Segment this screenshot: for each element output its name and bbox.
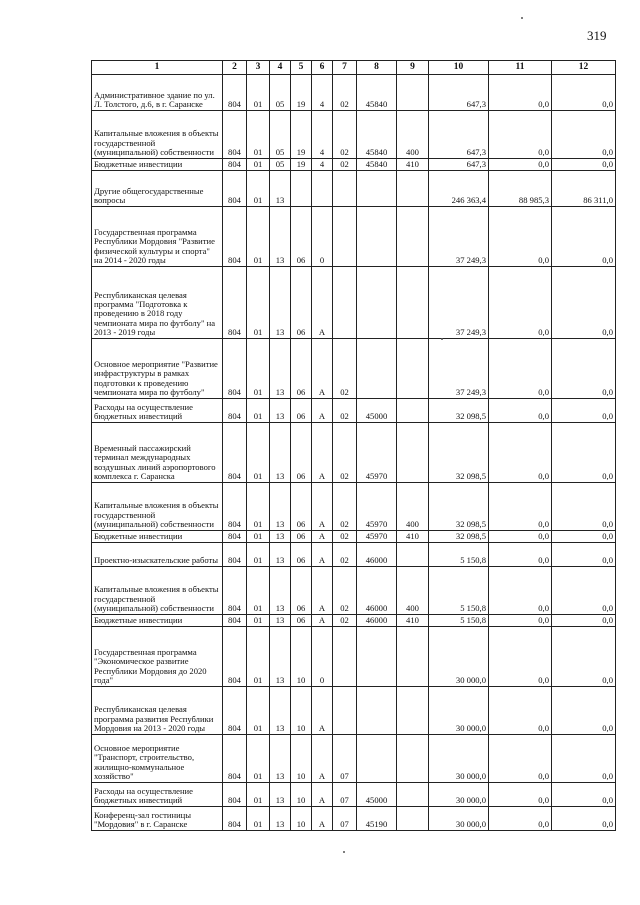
- code-cell-col2: 804: [223, 627, 247, 687]
- amount-cell-col11: 0,0: [489, 567, 552, 615]
- amount-cell-col12: 0,0: [552, 75, 616, 111]
- amount-cell-col10: 5 150,8: [429, 615, 489, 627]
- code-cell-col9: 410: [397, 159, 429, 171]
- table-row: [92, 75, 616, 111]
- amount-cell-col12: 0,0: [552, 423, 616, 483]
- code-cell-col2: 804: [223, 531, 247, 543]
- row-name-cell: Капитальные вложения в объекты государственной (муниципальной) собственности: [92, 483, 223, 531]
- code-cell-col4: 13: [270, 531, 291, 543]
- column-header-12: 12: [552, 61, 616, 75]
- code-cell-col4: 13: [270, 423, 291, 483]
- table-row: [92, 531, 616, 543]
- amount-cell-col11: 0,0: [489, 75, 552, 111]
- code-cell-col9: [397, 399, 429, 423]
- row-name-cell: Бюджетные инвестиции: [92, 615, 223, 627]
- code-cell-col8: 45840: [357, 75, 397, 111]
- code-cell-col3: 01: [247, 171, 270, 207]
- amount-cell-col11: 0,0: [489, 615, 552, 627]
- code-cell-col2: 804: [223, 399, 247, 423]
- code-cell-col7: 02: [333, 615, 357, 627]
- code-cell-col4: 05: [270, 75, 291, 111]
- code-cell-col8: 45190: [357, 807, 397, 831]
- code-cell-col7: [333, 171, 357, 207]
- amount-cell-col10: 30 000,0: [429, 687, 489, 735]
- amount-cell-col11: 0,0: [489, 111, 552, 159]
- row-name-cell: Республиканская целевая программа развития Республики Мордовия на 2013 - 2020 годы: [92, 687, 223, 735]
- row-name-cell: Конференц-зал гостиницы "Мордовия" в г. Саранске: [92, 807, 223, 831]
- code-cell-col8: [357, 687, 397, 735]
- row-name-cell: Бюджетные инвестиции: [92, 531, 223, 543]
- code-cell-col3: 01: [247, 75, 270, 111]
- amount-cell-col12: 0,0: [552, 567, 616, 615]
- code-cell-col6: 4: [312, 159, 333, 171]
- amount-cell-col11: 0,0: [489, 423, 552, 483]
- code-cell-col8: 45000: [357, 399, 397, 423]
- code-cell-col9: 400: [397, 111, 429, 159]
- code-cell-col3: 01: [247, 687, 270, 735]
- code-cell-col9: [397, 339, 429, 399]
- code-cell-col3: 01: [247, 207, 270, 267]
- column-header-10: 10: [429, 61, 489, 75]
- amount-cell-col12: 0,0: [552, 627, 616, 687]
- code-cell-col6: 0: [312, 627, 333, 687]
- code-cell-col7: 02: [333, 543, 357, 567]
- code-cell-col5: 10: [291, 627, 312, 687]
- amount-cell-col11: 0,0: [489, 339, 552, 399]
- code-cell-col2: 804: [223, 423, 247, 483]
- amount-cell-col10: 32 098,5: [429, 483, 489, 531]
- code-cell-col6: А: [312, 687, 333, 735]
- code-cell-col8: 46000: [357, 567, 397, 615]
- code-cell-col7: 07: [333, 807, 357, 831]
- amount-cell-col10: 5 150,8: [429, 543, 489, 567]
- code-cell-col4: 13: [270, 627, 291, 687]
- amount-cell-col12: 0,0: [552, 543, 616, 567]
- table-row: [92, 159, 616, 171]
- amount-cell-col10: 647,3: [429, 159, 489, 171]
- code-cell-col8: 45840: [357, 111, 397, 159]
- table-row: [92, 783, 616, 807]
- code-cell-col3: 01: [247, 543, 270, 567]
- amount-cell-col10: 32 098,5: [429, 531, 489, 543]
- code-cell-col3: 01: [247, 531, 270, 543]
- code-cell-col3: 01: [247, 423, 270, 483]
- amount-cell-col11: 0,0: [489, 783, 552, 807]
- code-cell-col5: 06: [291, 543, 312, 567]
- code-cell-col8: 45970: [357, 531, 397, 543]
- code-cell-col6: 4: [312, 111, 333, 159]
- code-cell-col4: 13: [270, 171, 291, 207]
- amount-cell-col11: 0,0: [489, 159, 552, 171]
- code-cell-col6: А: [312, 807, 333, 831]
- amount-cell-col10: 647,3: [429, 111, 489, 159]
- code-cell-col8: 45970: [357, 483, 397, 531]
- code-cell-col4: 13: [270, 615, 291, 627]
- column-header-2: 2: [223, 61, 247, 75]
- code-cell-col2: 804: [223, 267, 247, 339]
- code-cell-col7: 02: [333, 75, 357, 111]
- amount-cell-col11: 0,0: [489, 687, 552, 735]
- code-cell-col7: 07: [333, 783, 357, 807]
- table-row: [92, 543, 616, 567]
- code-cell-col4: 13: [270, 339, 291, 399]
- code-cell-col5: [291, 171, 312, 207]
- code-cell-col2: 804: [223, 615, 247, 627]
- code-cell-col3: 01: [247, 111, 270, 159]
- amount-cell-col10: 37 249,3: [429, 207, 489, 267]
- row-name-cell: Временный пассажирский терминал международных воздушных линий аэропортового комплекса г. Саранска: [92, 423, 223, 483]
- code-cell-col9: [397, 543, 429, 567]
- code-cell-col6: А: [312, 531, 333, 543]
- code-cell-col4: 13: [270, 807, 291, 831]
- code-cell-col5: 06: [291, 399, 312, 423]
- code-cell-col5: 06: [291, 339, 312, 399]
- code-cell-col6: А: [312, 543, 333, 567]
- amount-cell-col10: 647,3: [429, 75, 489, 111]
- amount-cell-col12: 0,0: [552, 339, 616, 399]
- column-header-3: 3: [247, 61, 270, 75]
- code-cell-col8: 45000: [357, 783, 397, 807]
- code-cell-col2: 804: [223, 159, 247, 171]
- code-cell-col2: 804: [223, 483, 247, 531]
- code-cell-col9: 400: [397, 567, 429, 615]
- code-cell-col3: 01: [247, 267, 270, 339]
- row-name-cell: Республиканская целевая программа "Подготовка к проведению в 2018 году чемпионата мира по футболу" на 2013 - 2019 годы: [92, 267, 223, 339]
- column-header-6: 6: [312, 61, 333, 75]
- amount-cell-col11: 88 985,3: [489, 171, 552, 207]
- code-cell-col6: [312, 171, 333, 207]
- scan-speck: [343, 851, 345, 853]
- column-header-1: 1: [92, 61, 223, 75]
- code-cell-col7: 02: [333, 159, 357, 171]
- table-row: [92, 807, 616, 831]
- code-cell-col7: [333, 627, 357, 687]
- code-cell-col9: [397, 423, 429, 483]
- amount-cell-col12: 0,0: [552, 531, 616, 543]
- code-cell-col4: 13: [270, 399, 291, 423]
- code-cell-col4: 13: [270, 783, 291, 807]
- row-name-cell: Государственная программа "Экономическое развитие Республики Мордовия до 2020 года": [92, 627, 223, 687]
- code-cell-col7: 02: [333, 423, 357, 483]
- code-cell-col7: 02: [333, 483, 357, 531]
- column-header-8: 8: [357, 61, 397, 75]
- row-name-cell: Основное мероприятие "Транспорт, строительство, жилищно-коммунальное хозяйство": [92, 735, 223, 783]
- row-name-cell: Государственная программа Республики Мордовия "Развитие физической культуры и спорта" на 2014 - 2020 годы: [92, 207, 223, 267]
- code-cell-col4: 13: [270, 543, 291, 567]
- code-cell-col9: [397, 627, 429, 687]
- code-cell-col8: [357, 627, 397, 687]
- code-cell-col6: А: [312, 339, 333, 399]
- code-cell-col3: 01: [247, 159, 270, 171]
- code-cell-col2: 804: [223, 543, 247, 567]
- column-header-7: 7: [333, 61, 357, 75]
- code-cell-col2: 804: [223, 735, 247, 783]
- column-header-4: 4: [270, 61, 291, 75]
- amount-cell-col10: 37 249,3: [429, 339, 489, 399]
- table-row: [92, 735, 616, 783]
- table-row: [92, 483, 616, 531]
- row-name-cell: Капитальные вложения в объекты государственной (муниципальной) собственности: [92, 111, 223, 159]
- code-cell-col2: 804: [223, 807, 247, 831]
- code-cell-col3: 01: [247, 807, 270, 831]
- code-cell-col9: [397, 75, 429, 111]
- code-cell-col4: 13: [270, 687, 291, 735]
- code-cell-col7: 02: [333, 567, 357, 615]
- code-cell-col6: 4: [312, 75, 333, 111]
- amount-cell-col11: 0,0: [489, 399, 552, 423]
- code-cell-col5: 10: [291, 687, 312, 735]
- code-cell-col2: 804: [223, 171, 247, 207]
- code-cell-col3: 01: [247, 483, 270, 531]
- code-cell-col6: А: [312, 399, 333, 423]
- amount-cell-col12: 0,0: [552, 615, 616, 627]
- amount-cell-col11: 0,0: [489, 543, 552, 567]
- code-cell-col5: 19: [291, 75, 312, 111]
- amount-cell-col12: 0,0: [552, 399, 616, 423]
- code-cell-col9: [397, 171, 429, 207]
- table-row: [92, 627, 616, 687]
- row-name-cell: Капитальные вложения в объекты государственной (муниципальной) собственности: [92, 567, 223, 615]
- code-cell-col8: 46000: [357, 615, 397, 627]
- table-row: [92, 615, 616, 627]
- column-header-5: 5: [291, 61, 312, 75]
- code-cell-col2: 804: [223, 207, 247, 267]
- code-cell-col2: 804: [223, 339, 247, 399]
- table-row: [92, 399, 616, 423]
- code-cell-col8: [357, 735, 397, 783]
- code-cell-col4: 13: [270, 267, 291, 339]
- code-cell-col5: 06: [291, 207, 312, 267]
- amount-cell-col11: 0,0: [489, 207, 552, 267]
- code-cell-col5: 06: [291, 531, 312, 543]
- code-cell-col6: А: [312, 735, 333, 783]
- code-cell-col7: [333, 207, 357, 267]
- code-cell-col6: А: [312, 783, 333, 807]
- row-name-cell: Другие общегосударственные вопросы: [92, 171, 223, 207]
- amount-cell-col12: 0,0: [552, 783, 616, 807]
- code-cell-col3: 01: [247, 735, 270, 783]
- table-row: [92, 339, 616, 399]
- amount-cell-col12: 0,0: [552, 207, 616, 267]
- code-cell-col7: 02: [333, 111, 357, 159]
- code-cell-col8: [357, 207, 397, 267]
- code-cell-col2: 804: [223, 75, 247, 111]
- column-header-9: 9: [397, 61, 429, 75]
- code-cell-col5: 10: [291, 783, 312, 807]
- amount-cell-col10: 30 000,0: [429, 783, 489, 807]
- code-cell-col6: А: [312, 423, 333, 483]
- code-cell-col3: 01: [247, 615, 270, 627]
- code-cell-col7: 02: [333, 531, 357, 543]
- code-cell-col8: 46000: [357, 543, 397, 567]
- row-name-cell: Проектно-изыскательские работы: [92, 543, 223, 567]
- row-name-cell: Бюджетные инвестиции: [92, 159, 223, 171]
- code-cell-col7: 07: [333, 735, 357, 783]
- code-cell-col8: [357, 171, 397, 207]
- code-cell-col8: 45840: [357, 159, 397, 171]
- amount-cell-col10: 30 000,0: [429, 627, 489, 687]
- code-cell-col5: 10: [291, 807, 312, 831]
- code-cell-col5: 06: [291, 567, 312, 615]
- amount-cell-col11: 0,0: [489, 735, 552, 783]
- page-number: 319: [587, 28, 607, 43]
- table-row: [92, 207, 616, 267]
- code-cell-col9: [397, 687, 429, 735]
- code-cell-col5: 19: [291, 159, 312, 171]
- code-cell-col5: 06: [291, 267, 312, 339]
- code-cell-col9: [397, 267, 429, 339]
- amount-cell-col10: 5 150,8: [429, 567, 489, 615]
- amount-cell-col12: 0,0: [552, 267, 616, 339]
- amount-cell-col10: 32 098,5: [429, 423, 489, 483]
- scan-speck: [521, 17, 523, 19]
- code-cell-col2: 804: [223, 567, 247, 615]
- table-row: [92, 171, 616, 207]
- code-cell-col4: 05: [270, 159, 291, 171]
- row-name-cell: Расходы на осуществление бюджетных инвестиций: [92, 783, 223, 807]
- code-cell-col7: 02: [333, 399, 357, 423]
- amount-cell-col12: 86 311,0: [552, 171, 616, 207]
- amount-cell-col12: 0,0: [552, 735, 616, 783]
- code-cell-col6: А: [312, 483, 333, 531]
- code-cell-col8: [357, 267, 397, 339]
- code-cell-col3: 01: [247, 627, 270, 687]
- amount-cell-col10: 30 000,0: [429, 807, 489, 831]
- code-cell-col2: 804: [223, 687, 247, 735]
- scan-speck: [441, 338, 443, 340]
- code-cell-col4: 05: [270, 111, 291, 159]
- code-cell-col9: [397, 207, 429, 267]
- code-cell-col6: А: [312, 567, 333, 615]
- code-cell-col9: 400: [397, 483, 429, 531]
- code-cell-col3: 01: [247, 339, 270, 399]
- table-row: [92, 687, 616, 735]
- table-row: [92, 111, 616, 159]
- code-cell-col9: [397, 783, 429, 807]
- amount-cell-col10: 30 000,0: [429, 735, 489, 783]
- code-cell-col7: [333, 687, 357, 735]
- amount-cell-col11: 0,0: [489, 483, 552, 531]
- table-header-row: [92, 61, 616, 75]
- code-cell-col5: 06: [291, 423, 312, 483]
- code-cell-col9: 410: [397, 615, 429, 627]
- row-name-cell: Расходы на осуществление бюджетных инвестиций: [92, 399, 223, 423]
- code-cell-col9: 410: [397, 531, 429, 543]
- budget-table: [91, 60, 616, 831]
- code-cell-col3: 01: [247, 783, 270, 807]
- table-row: [92, 267, 616, 339]
- code-cell-col5: 10: [291, 735, 312, 783]
- row-name-cell: Основное мероприятие "Развитие инфраструктуры в рамках подготовки к проведению чемпионата мира по футболу": [92, 339, 223, 399]
- table-row: [92, 567, 616, 615]
- row-name-cell: Административное здание по ул. Л. Толстого, д.6, в г. Саранске: [92, 75, 223, 111]
- code-cell-col9: [397, 735, 429, 783]
- amount-cell-col11: 0,0: [489, 627, 552, 687]
- code-cell-col8: 45970: [357, 423, 397, 483]
- code-cell-col5: 19: [291, 111, 312, 159]
- code-cell-col3: 01: [247, 567, 270, 615]
- table-row: [92, 423, 616, 483]
- code-cell-col4: 13: [270, 567, 291, 615]
- amount-cell-col12: 0,0: [552, 483, 616, 531]
- amount-cell-col10: 32 098,5: [429, 399, 489, 423]
- code-cell-col5: 06: [291, 483, 312, 531]
- code-cell-col4: 13: [270, 735, 291, 783]
- code-cell-col2: 804: [223, 783, 247, 807]
- amount-cell-col12: 0,0: [552, 159, 616, 171]
- amount-cell-col12: 0,0: [552, 687, 616, 735]
- code-cell-col6: 0: [312, 207, 333, 267]
- column-header-11: 11: [489, 61, 552, 75]
- code-cell-col3: 01: [247, 399, 270, 423]
- code-cell-col7: [333, 267, 357, 339]
- code-cell-col4: 13: [270, 483, 291, 531]
- code-cell-col7: 02: [333, 339, 357, 399]
- amount-cell-col11: 0,0: [489, 531, 552, 543]
- amount-cell-col12: 0,0: [552, 807, 616, 831]
- code-cell-col6: А: [312, 615, 333, 627]
- code-cell-col6: А: [312, 267, 333, 339]
- amount-cell-col11: 0,0: [489, 267, 552, 339]
- amount-cell-col10: 246 363,4: [429, 171, 489, 207]
- code-cell-col9: [397, 807, 429, 831]
- amount-cell-col10: 37 249,3: [429, 267, 489, 339]
- code-cell-col8: [357, 339, 397, 399]
- amount-cell-col11: 0,0: [489, 807, 552, 831]
- amount-cell-col12: 0,0: [552, 111, 616, 159]
- code-cell-col2: 804: [223, 111, 247, 159]
- code-cell-col5: 06: [291, 615, 312, 627]
- code-cell-col4: 13: [270, 207, 291, 267]
